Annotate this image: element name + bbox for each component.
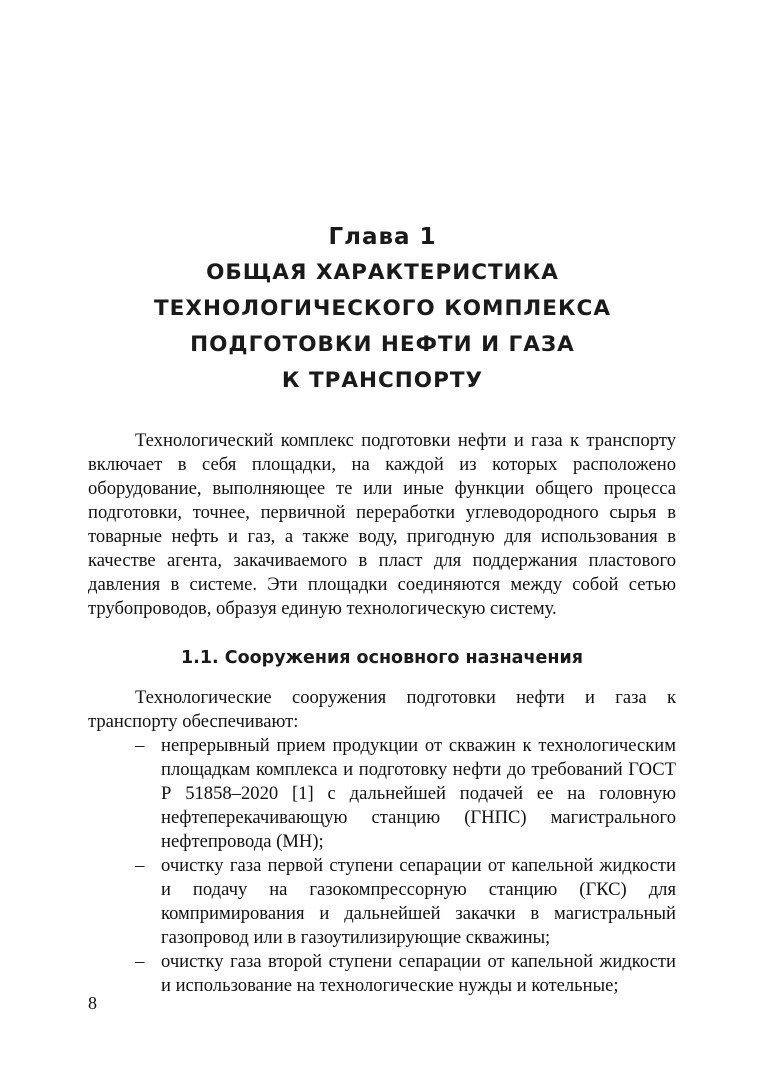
section-heading: 1.1. Сооружения основного назначения: [181, 648, 583, 668]
list-item: [135, 734, 676, 854]
list-item-text: очистку газа второй ступени сепарации от капельной жидкости и использование на технологические нужды и котельные;: [161, 951, 676, 996]
list-item: [135, 950, 676, 998]
intro-paragraph: Технологический комплекс подготовки нефти и газа к транспорту включает в себя площадки, на каждой из которых расположено оборудование, выполняющее те или иные функции общего процесса подготовки, точнее, первичной переработки углеводородного сырья в товарные нефть и газ, а также воду, пригодную для использования в качестве агента, закачиваемого в пласт для поддержания пластового давления в системе. Эти площадки соединяются между собой сетью трубопроводов, образуя единую технологическую систему.: [88, 430, 676, 619]
page-number: 8: [88, 993, 97, 1013]
bullet-list: [135, 734, 676, 998]
bullet-dash: –: [135, 951, 145, 972]
chapter-heading: [100, 219, 665, 399]
list-item-text: непрерывный прием продукции от скважин к технологическим площадкам комплекса и подготовку нефти до требований ГОСТ Р 51858–2020 [1] с дальнейшей подачей ее на головную нефтеперекачивающую станцию (ГНПС) магистрального нефтепровода (МН);: [161, 735, 676, 852]
chapter-title-line: ТЕХНОЛОГИЧЕСКОГО КОМПЛЕКСА: [154, 296, 611, 321]
bullet-dash: –: [135, 735, 145, 756]
section-intro-block: [88, 686, 676, 734]
chapter-title-line: ОБЩАЯ ХАРАКТЕРИСТИКА: [206, 260, 559, 285]
bullet-dash: –: [135, 855, 145, 876]
chapter-title-line: К ТРАНСПОРТУ: [281, 368, 484, 393]
section-intro-paragraph: Технологические сооружения подготовки нефти и газа к транспорту обеспечивают:: [88, 687, 676, 732]
list-item: [135, 854, 676, 950]
list-item-text: очистку газа первой ступени сепарации от капельной жидкости и подачу на газокомпрессорную станцию (ГКС) для компримирования и дальнейшей закачки в магистральный газопровод или в газоутилизирующие скважины;: [161, 855, 676, 948]
chapter-number: Глава 1: [328, 224, 437, 250]
chapter-title-line: ПОДГОТОВКИ НЕФТИ И ГАЗА: [190, 332, 575, 357]
intro-block: [88, 429, 676, 621]
